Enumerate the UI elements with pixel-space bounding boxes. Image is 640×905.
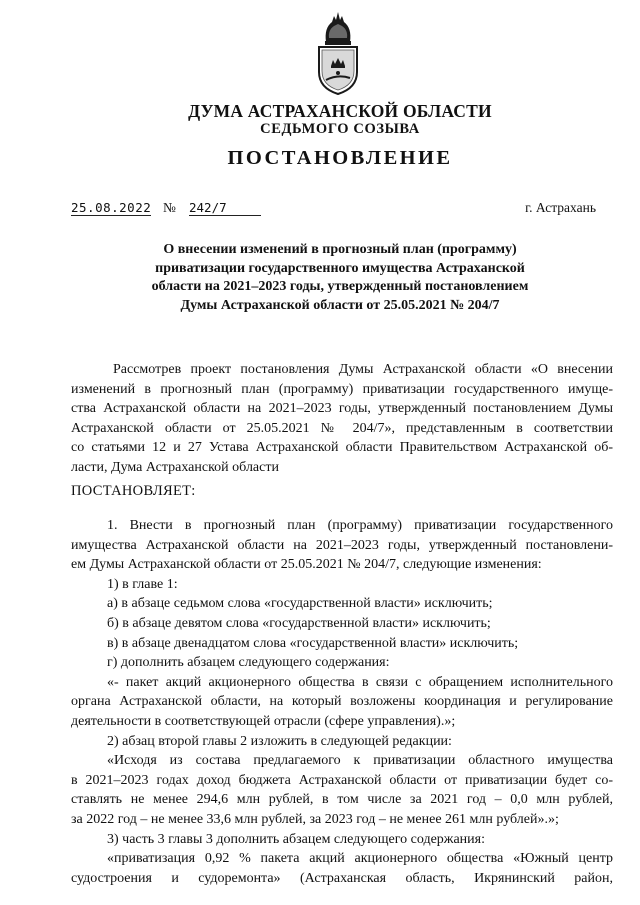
preamble-line: Рассмотрев проект постановления Думы Астраханской области «О внесении bbox=[113, 362, 613, 377]
body-line: деятельности в соответствующей отрасли (сфере управления).»; bbox=[71, 713, 456, 729]
document-number: 242/7 bbox=[189, 200, 261, 216]
body-line: г) дополнить абзацем следующего содержания: bbox=[107, 655, 390, 671]
preamble-line: со статьями 12 и 27 Устава Астраханской области Правительством Астраханской об- bbox=[71, 440, 613, 456]
resolution-body bbox=[71, 516, 613, 888]
body-line: «приватизация 0,92 % пакета акций акционерного общества «Южный центр bbox=[107, 851, 613, 867]
body-line: в) в абзаце двенадцатом слова «государственной власти» исключить; bbox=[107, 635, 519, 651]
document-title bbox=[0, 241, 640, 315]
preamble bbox=[71, 360, 613, 478]
body-line: 3) часть 3 главы 3 дополнить абзацем следующего содержания: bbox=[107, 831, 485, 847]
body-line: судостроения и судоремонта» (Астраханская область, Икрянинский район, bbox=[71, 870, 613, 886]
title-line: области на 2021–2023 годы, утвержденный постановлением bbox=[151, 279, 529, 294]
coat-of-arms-icon bbox=[312, 8, 364, 98]
preamble-line: изменений в прогнозный план (программу) приватизации государственного имуще- bbox=[71, 381, 613, 397]
body-line: в 2021–2023 годах доход бюджета Астраханской области от приватизации будет со- bbox=[71, 772, 613, 788]
number-sign: № bbox=[163, 200, 176, 215]
preamble-line: ласти, Дума Астраханской области bbox=[71, 459, 279, 475]
body-line: б) в абзаце девятом слова «государственной власти» исключить; bbox=[107, 615, 491, 631]
title-line: О внесении изменений в прогнозный план (программу) bbox=[163, 242, 517, 257]
body-line: «- пакет акций акционерного общества в связи с обращением исполнительного bbox=[107, 674, 613, 690]
resolves-heading: ПОСТАНОВЛЯЕТ: bbox=[71, 483, 196, 499]
body-line: 1. Внести в прогнозный план (программу) приватизации государственного bbox=[107, 518, 613, 533]
body-line: имущества Астраханской области на 2021–2023 годы, утвержденный постановлени- bbox=[71, 537, 613, 553]
body-line: 2) абзац второй главы 2 изложить в следующей редакции: bbox=[107, 733, 452, 749]
body-line: ставлять не менее 294,6 млн рублей, в том числе за 2021 год – 0,0 млн рублей, bbox=[71, 792, 613, 808]
preamble-line: ства Астраханской области на 2021–2023 годы, утвержденный постановлением Думы bbox=[71, 401, 613, 417]
body-line: 1) в главе 1: bbox=[107, 576, 178, 592]
body-line: «Исходя из состава предлагаемого к приватизации областного имущества bbox=[107, 753, 613, 769]
title-line: приватизации государственного имущества Астраханской bbox=[155, 260, 525, 276]
document-type: ПОСТАНОВЛЕНИЕ bbox=[227, 147, 453, 169]
body-line: за 2022 год – не менее 33,6 млн рублей, за 2023 год – не менее 261 млн рублей».»; bbox=[71, 811, 559, 827]
title-line: Думы Астраханской области от 25.05.2021 № 204/7 bbox=[180, 297, 500, 313]
body-line: органа Астраханской области, на который возложены координация и регулирование bbox=[71, 694, 613, 710]
preamble-line: Астраханской области от 25.05.2021 № 204/7», представленным в соответствии bbox=[71, 420, 613, 436]
convocation: СЕДЬМОГО СОЗЫВА bbox=[260, 121, 420, 137]
body-line: а) в абзаце седьмом слова «государственной власти» исключить; bbox=[107, 596, 493, 612]
body-line: ем Думы Астраханской области от 25.05.2021 № 204/7, следующие изменения: bbox=[71, 557, 542, 573]
document-date: 25.08.2022 bbox=[71, 200, 152, 215]
organization-name: ДУМА АСТРАХАНСКОЙ ОБЛАСТИ bbox=[188, 101, 492, 121]
document-city: г. Астрахань bbox=[525, 200, 596, 215]
